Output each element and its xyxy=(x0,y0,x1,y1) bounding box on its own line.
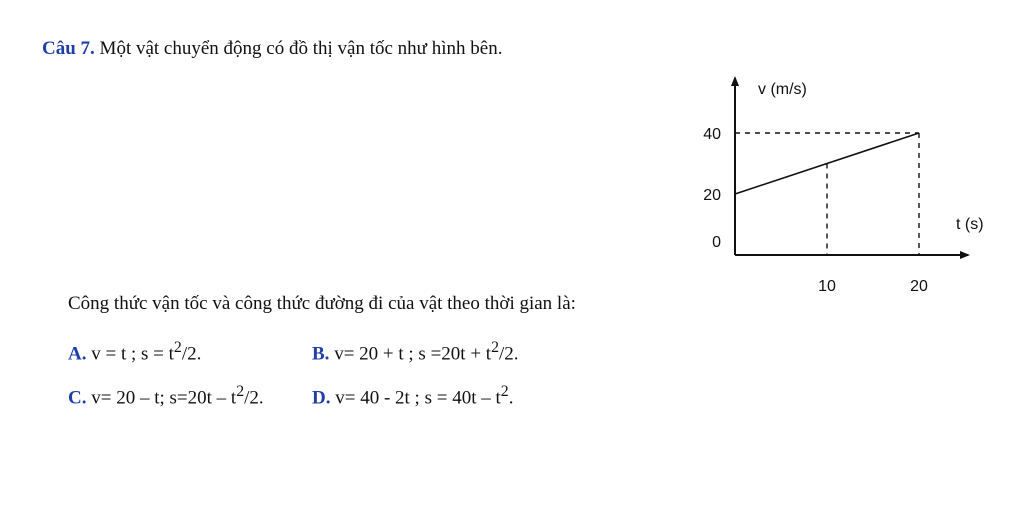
option-c[interactable] xyxy=(68,383,264,409)
y-tick-label: 20 xyxy=(703,187,721,204)
option-c-text: v= 20 – t; s=20t – t xyxy=(91,387,237,409)
y-tick-label: 40 xyxy=(703,126,721,143)
option-a-text: v = t ; s = t xyxy=(91,343,174,365)
option-a-letter: A. xyxy=(68,343,87,365)
option-a[interactable] xyxy=(68,339,201,365)
question-prompt: Công thức vận tốc và công thức đường đi của vật theo thời gian là: xyxy=(68,293,576,314)
option-d-exponent: 2 xyxy=(500,383,509,400)
option-a-tail: /2. xyxy=(181,343,202,365)
option-c-tail: /2. xyxy=(244,387,264,409)
dashed-guides xyxy=(735,133,919,255)
option-d-text: v= 40 - 2t ; s = 40t – t xyxy=(335,387,501,409)
option-b-text: v= 20 + t ; s =20t + t xyxy=(334,343,492,365)
y-tick-label: 0 xyxy=(712,234,721,251)
option-d[interactable] xyxy=(312,383,513,409)
x-tick-labels xyxy=(818,278,928,295)
option-b-exponent: 2 xyxy=(491,339,499,356)
x-tick-label: 20 xyxy=(910,278,928,295)
option-b[interactable] xyxy=(312,339,519,365)
option-c-exponent: 2 xyxy=(236,383,245,400)
option-b-tail: /2. xyxy=(498,343,519,365)
option-b-letter: B. xyxy=(312,343,330,365)
x-axis-label: t (s) xyxy=(956,216,984,233)
option-d-tail: . xyxy=(508,387,514,409)
x-tick-label: 10 xyxy=(818,278,836,295)
y-axis-label: v (m/s) xyxy=(758,81,807,98)
velocity-time-graph xyxy=(680,70,1000,300)
option-d-letter: D. xyxy=(312,387,331,409)
y-tick-labels xyxy=(703,126,721,251)
option-c-letter: C. xyxy=(68,387,87,409)
question-number: Câu 7. xyxy=(42,38,95,59)
question-text: Một vật chuyển động có đồ thị vận tốc như hình bên. xyxy=(99,38,503,59)
option-a-exponent: 2 xyxy=(173,339,182,356)
question-title xyxy=(42,38,502,60)
